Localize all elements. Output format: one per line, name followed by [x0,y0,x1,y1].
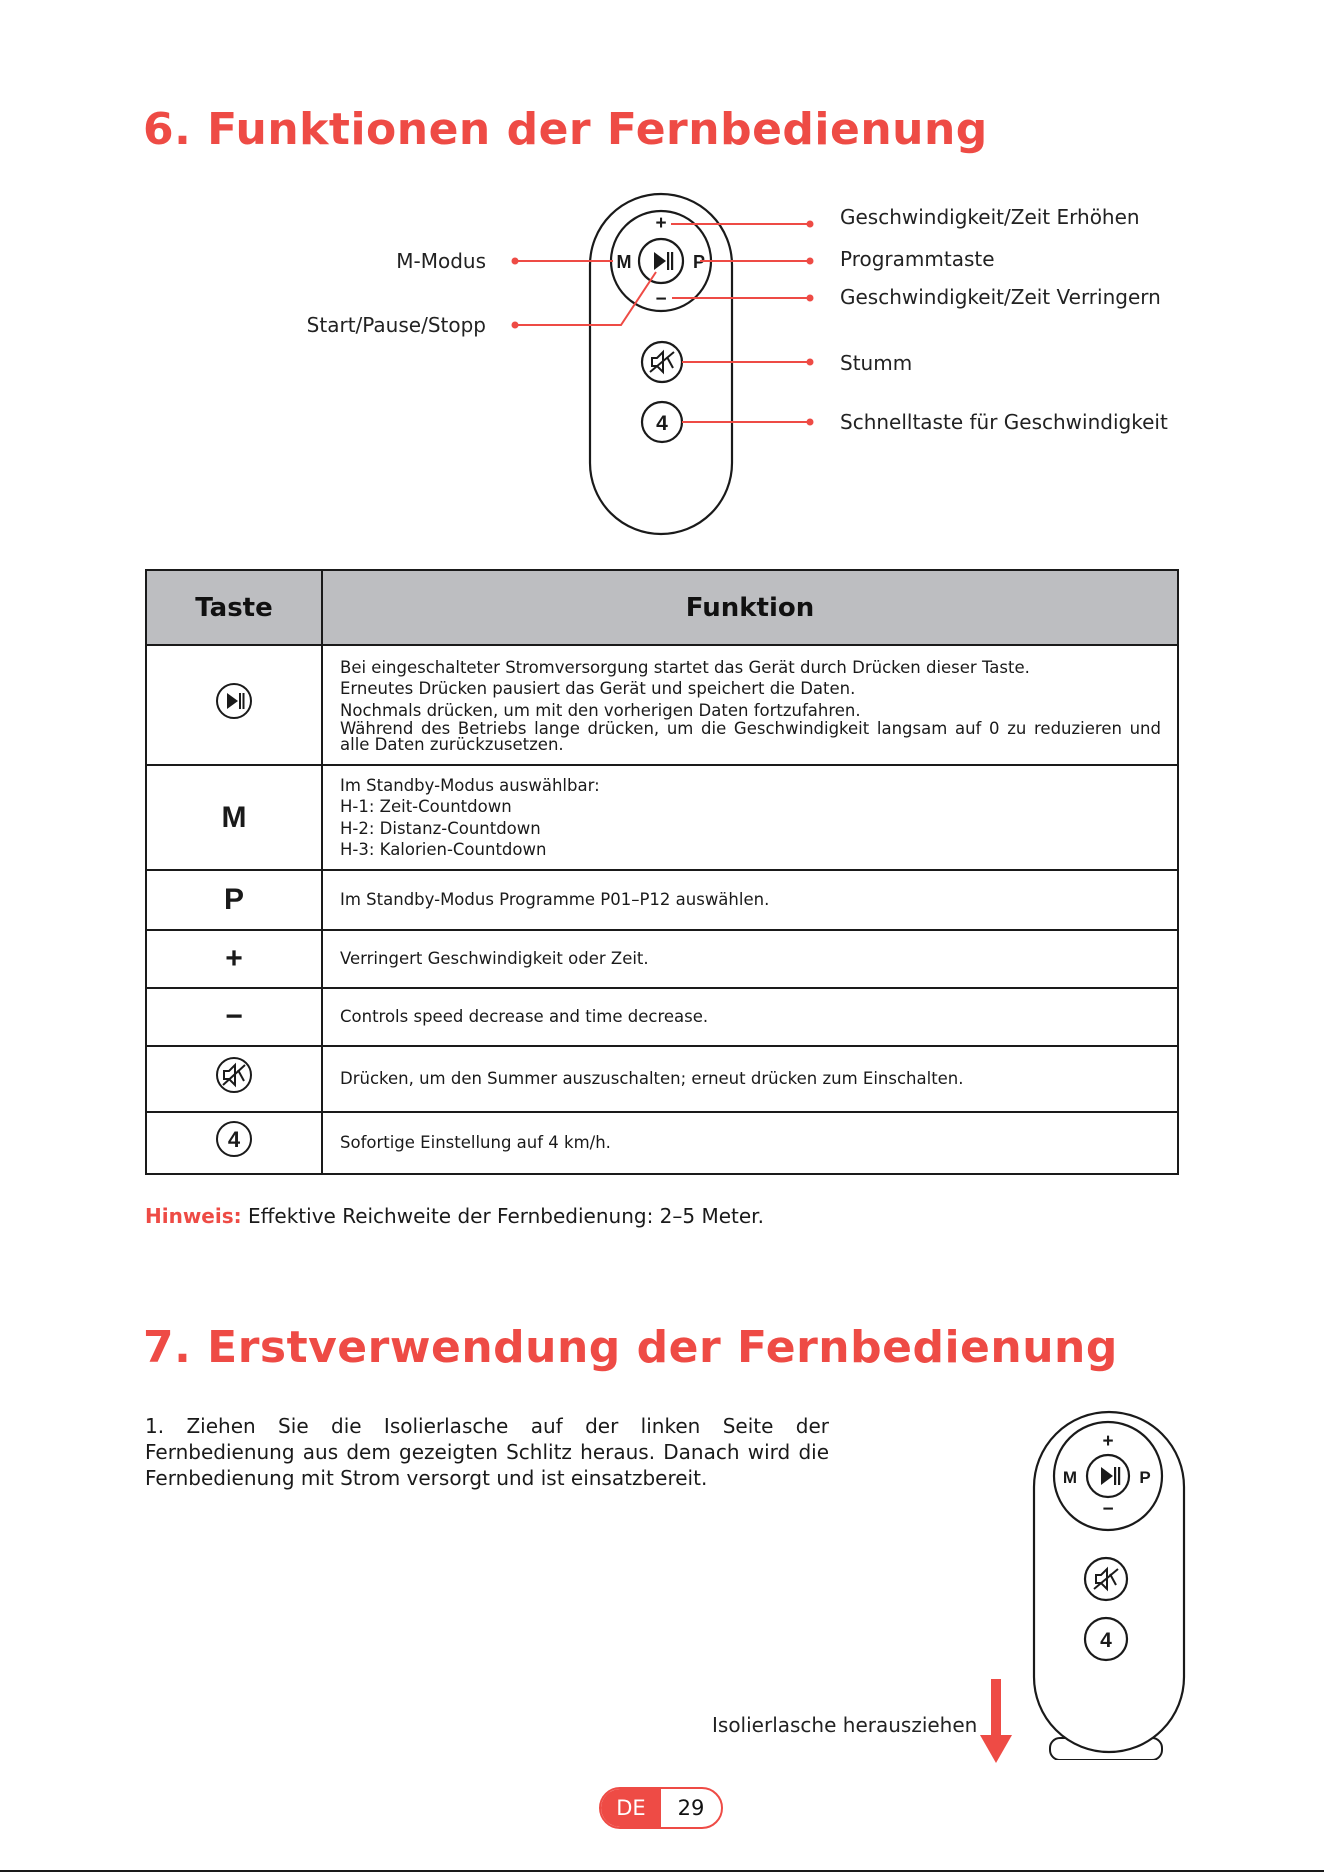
pull-tab-label: Isolierlasche herausziehen [712,1713,978,1737]
function-line: Erneutes Drücken pausiert das Gerät und speichert die Daten. [340,679,856,699]
function-cell [322,765,1178,870]
key-cell: M [146,765,322,870]
note-label: Hinweis: [145,1204,242,1228]
table-row [146,870,1178,930]
section-6-title: 6. Funktionen der Fernbedienung [143,104,988,155]
play-pause-icon [214,681,254,721]
function-line: H-3: Kalorien-Countdown [340,840,547,859]
label-m-modus: M-Modus [396,249,486,273]
language-label: DE [601,1789,661,1827]
label-mute: Stumm [840,351,913,375]
function-line: Nochmals drücken, um mit den vorherigen Daten fortzufahren. [340,700,861,720]
function-line: H-2: Distanz-Countdown [340,818,541,838]
remote-small-key-m: M [1062,1468,1078,1487]
function-line: Während des Betriebs lange drücken, um die Geschwindigkeit langsam auf 0 zu reduzieren und alle Daten zurückzusetzen. [340,719,1161,755]
remote-small-key-p: P [1139,1468,1151,1487]
function-cell: Drücken, um den Summer auszuschalten; erneut drücken zum Einschalten. [322,1046,1178,1112]
key-cell: P [146,870,322,930]
key-cell [146,1046,322,1112]
header-taste: Taste [146,570,322,645]
table-row [146,765,1178,870]
table-key-four: 4 [227,1127,241,1152]
function-cell: Verringert Geschwindigkeit oder Zeit. [322,930,1178,988]
function-cell: Sofortige Einstellung auf 4 km/h. [322,1112,1178,1174]
function-cell: Controls speed decrease and time decrease. [322,988,1178,1046]
table-header-row [146,570,1178,645]
remote-key-p: P [692,252,706,272]
table-row [146,988,1178,1046]
remote-small-key-four: 4 [1100,1629,1112,1652]
quick-speed-4-icon [214,1119,254,1159]
table-row [146,930,1178,988]
remote-key-plus: + [655,213,667,234]
remote-key-minus: − [655,289,667,310]
label-speed-up: Geschwindigkeit/Zeit Erhöhen [840,205,1140,229]
mute-icon [214,1055,254,1095]
function-line: H-1: Zeit-Countdown [340,797,512,816]
key-cell: + [146,930,322,988]
function-cell [322,645,1178,765]
label-quick-speed: Schnelltaste für Geschwindigkeit [840,410,1168,434]
section-7-title: 7. Erstverwendung der Fernbedienung [143,1322,1118,1373]
range-note [145,1204,764,1228]
page-badge [599,1787,723,1829]
table-row [146,1112,1178,1174]
key-cell [146,645,322,765]
function-cell: Im Standby-Modus Programme P01–P12 auswählen. [322,870,1178,930]
remote-small-key-plus: + [1102,1431,1114,1452]
function-line: Im Standby-Modus auswählbar: [340,775,600,795]
remote-key-m: M [616,252,632,272]
table-row [146,1046,1178,1112]
function-line: Bei eingeschalteter Stromversorgung startet das Gerät durch Drücken dieser Taste. [340,657,1030,677]
function-table [145,569,1179,1175]
label-start-pause: Start/Pause/Stopp [306,313,486,337]
key-cell: − [146,988,322,1046]
remote-key-four: 4 [656,412,668,435]
pull-arrow-icon [978,1677,1018,1767]
remote-diagram [0,0,1324,560]
label-speed-down: Geschwindigkeit/Zeit Verringern [840,285,1161,309]
note-text: Effektive Reichweite der Fernbedienung: 2–5 Meter. [241,1204,764,1228]
header-funktion: Funktion [322,570,1178,645]
instruction-paragraph: 1. Ziehen Sie die Isolierlasche auf der linken Seite der Fernbedienung aus dem gezeigten Schlitz heraus. Danach wird die Fernbedienung mit Strom versorgt und ist einsatzbereit. [145,1414,829,1490]
table-row [146,645,1178,765]
page-number: 29 [677,1796,705,1820]
label-program: Programmtaste [840,247,995,271]
key-cell [146,1112,322,1174]
remote-small-key-minus: − [1102,1499,1114,1520]
remote-small-illustration [1020,1400,1220,1760]
